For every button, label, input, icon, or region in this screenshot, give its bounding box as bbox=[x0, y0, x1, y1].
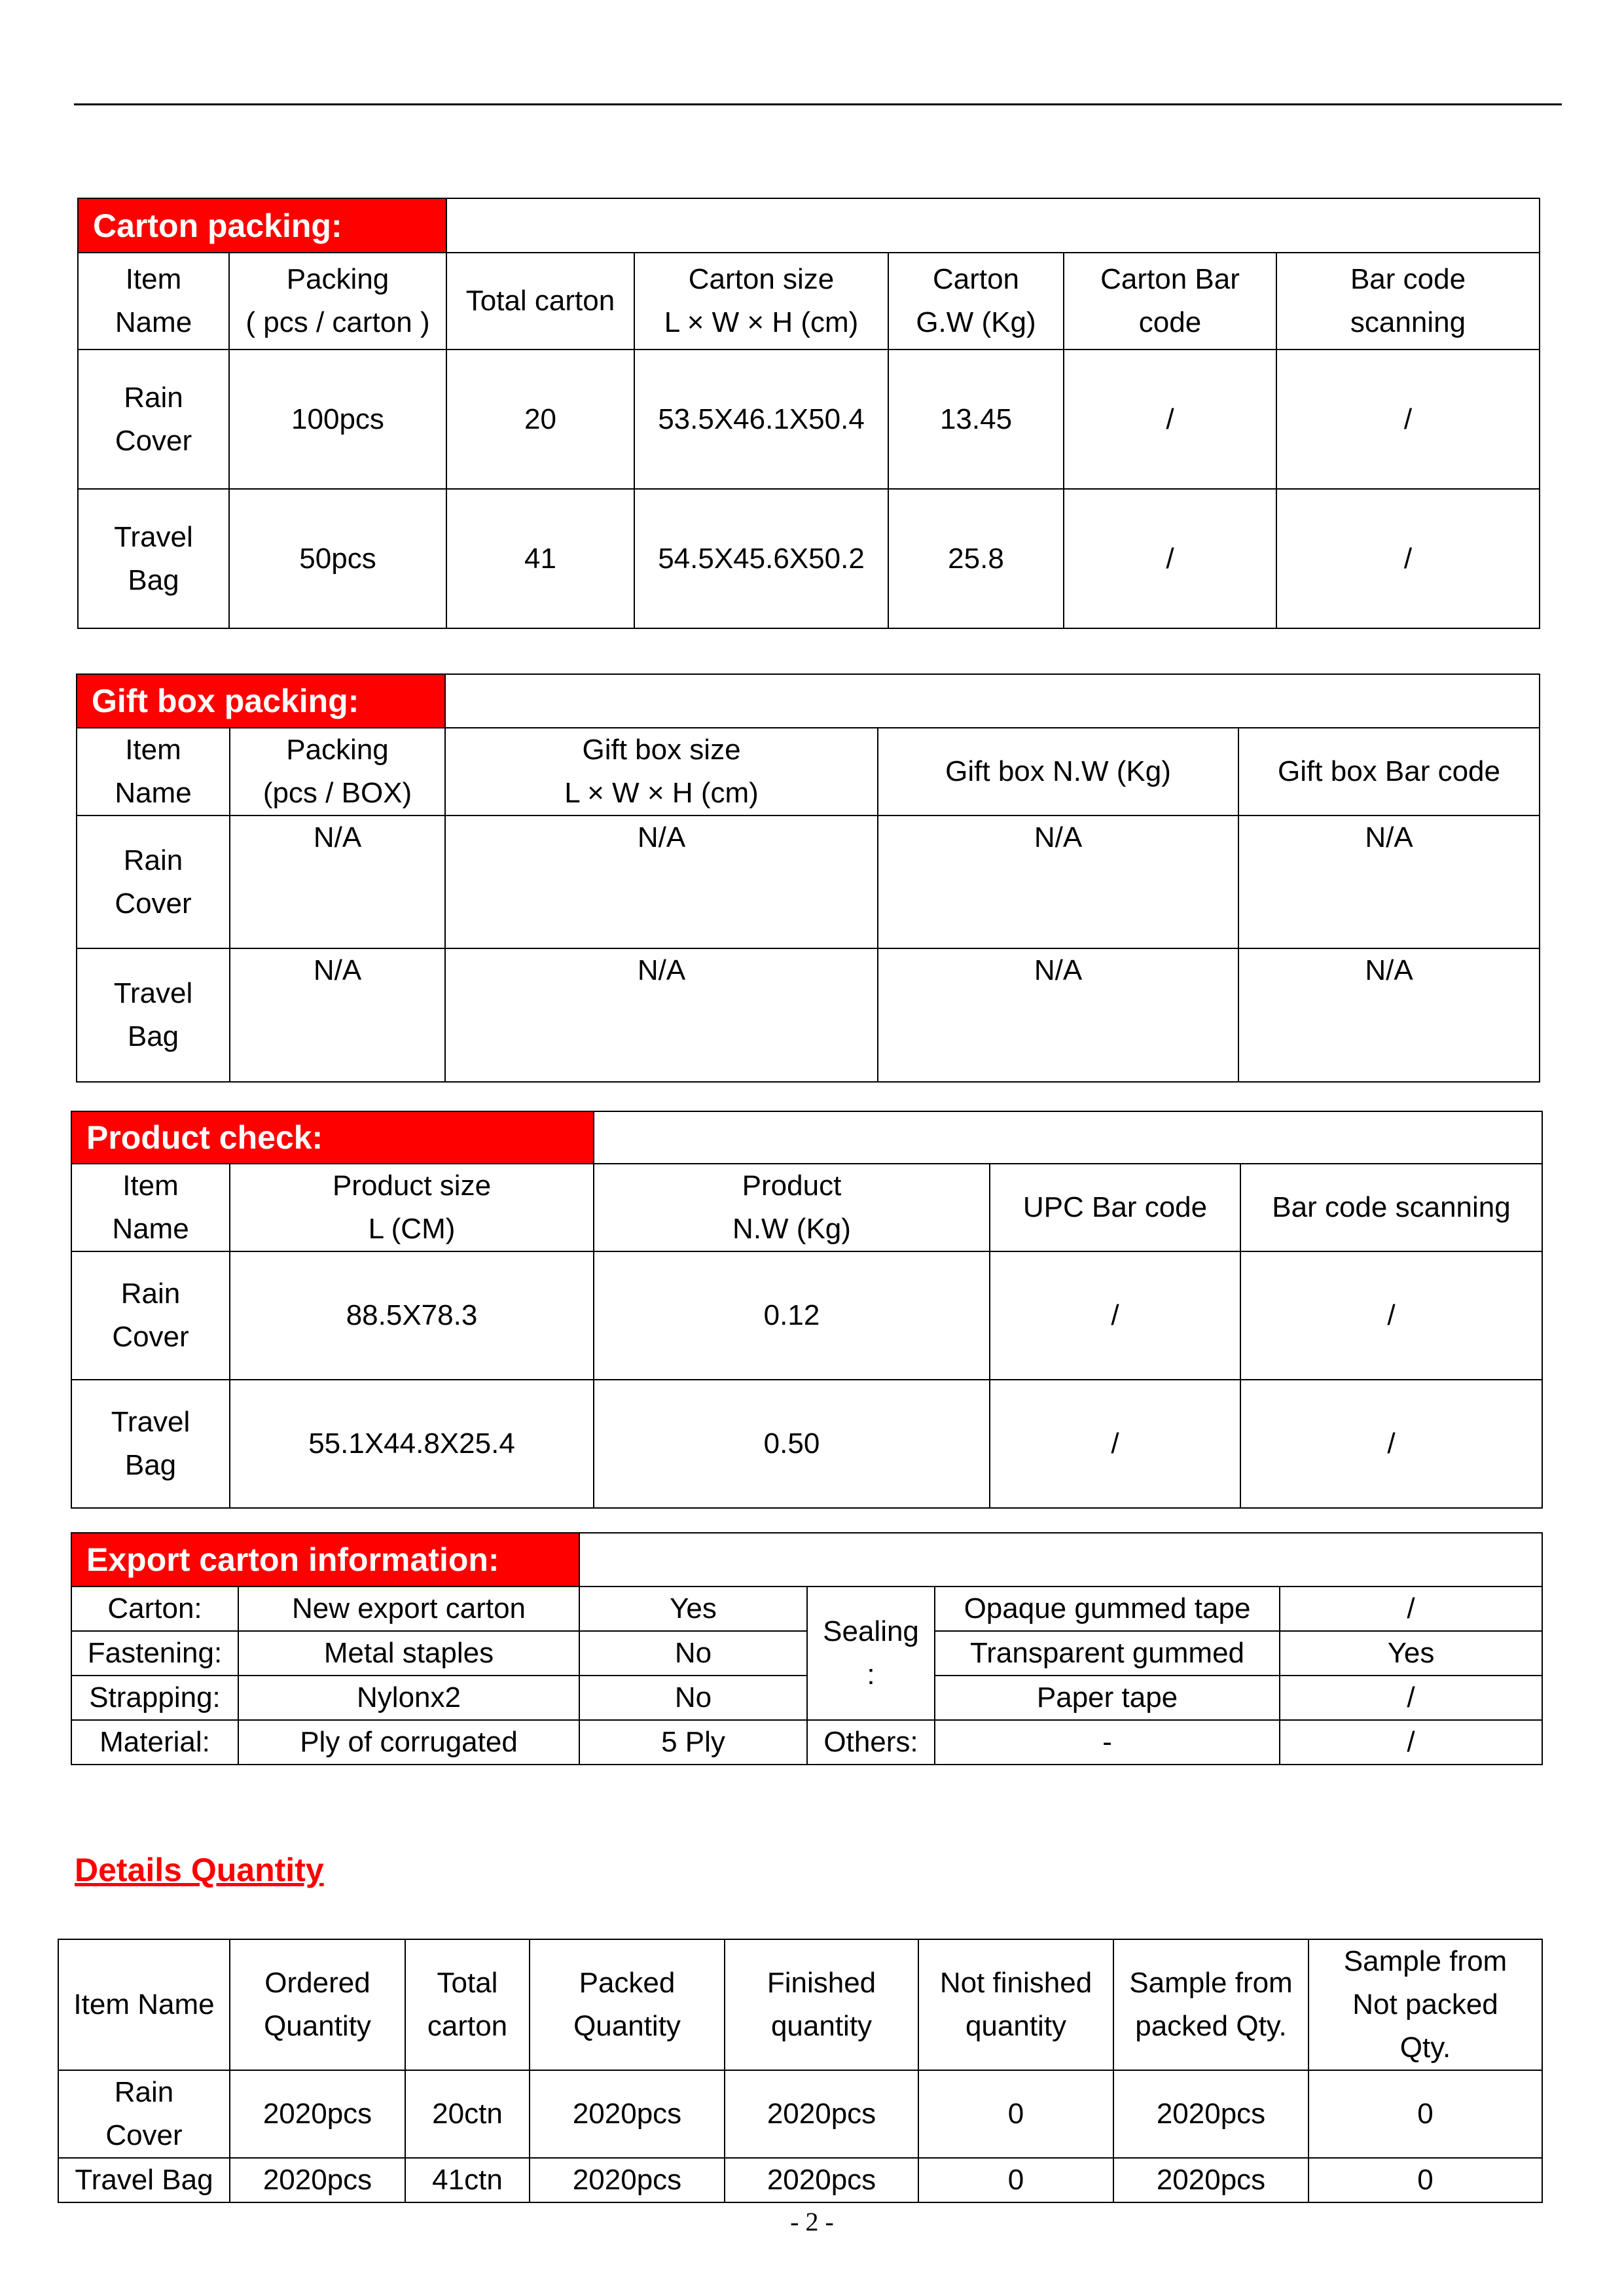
section-title-spacer bbox=[594, 1111, 1542, 1164]
value-cell: New export carton bbox=[238, 1587, 579, 1631]
finished-cell: 2020pcs bbox=[725, 2070, 918, 2158]
carton-gw-cell: 25.8 bbox=[888, 489, 1064, 628]
section-title-spacer bbox=[446, 198, 1540, 253]
header-gift-box-nw: Gift box N.W (Kg) bbox=[878, 728, 1238, 816]
table-row bbox=[71, 1380, 1542, 1508]
section-title-carton-packing: Carton packing: bbox=[78, 198, 446, 253]
header-carton-bar-code: Carton Bar code bbox=[1064, 253, 1276, 350]
table-row bbox=[58, 2070, 1542, 2158]
header-packing: Packing (pcs / BOX) bbox=[230, 728, 445, 816]
item-name-cell: Rain Cover bbox=[78, 350, 229, 489]
section-title-export-carton: Export carton information: bbox=[71, 1533, 579, 1587]
value-cell: Nylonx2 bbox=[238, 1676, 579, 1720]
sealing-mark-cell: / bbox=[1280, 1587, 1542, 1631]
gift-box-size-cell: N/A bbox=[445, 816, 878, 948]
item-name-cell: Travel Bag bbox=[77, 948, 230, 1082]
packing-cell: N/A bbox=[230, 948, 445, 1082]
gift-box-packing-table bbox=[76, 673, 1540, 1083]
section-title-product-check: Product check: bbox=[71, 1111, 594, 1164]
table-row bbox=[77, 948, 1540, 1082]
sample-not-packed-cell: 0 bbox=[1308, 2158, 1542, 2202]
details-quantity-table bbox=[58, 1939, 1543, 2203]
carton-packing-table bbox=[77, 198, 1540, 629]
export-carton-table bbox=[71, 1532, 1543, 1765]
sealing-option-cell: Opaque gummed tape bbox=[935, 1587, 1280, 1631]
item-name-cell: Rain Cover bbox=[58, 2070, 230, 2158]
total-carton-cell: 20ctn bbox=[405, 2070, 530, 2158]
header-item-name: Item Name bbox=[58, 1939, 230, 2070]
table-row bbox=[71, 1676, 1542, 1720]
sample-not-packed-cell: 0 bbox=[1308, 2070, 1542, 2158]
header-gift-box-size: Gift box size L × W × H (cm) bbox=[445, 728, 878, 816]
header-finished-quantity: Finished quantity bbox=[725, 1939, 918, 2070]
header-packed-quantity: Packed Quantity bbox=[530, 1939, 725, 2070]
section-title-spacer bbox=[445, 674, 1540, 728]
answer-cell: Yes bbox=[579, 1587, 807, 1631]
answer-cell: 5 Ply bbox=[579, 1720, 807, 1765]
header-item-name: Item Name bbox=[77, 728, 230, 816]
finished-cell: 2020pcs bbox=[725, 2158, 918, 2202]
table-row bbox=[78, 350, 1540, 489]
carton-bar-code-cell: / bbox=[1064, 489, 1276, 628]
table-row bbox=[71, 1587, 1542, 1631]
table-row bbox=[77, 816, 1540, 948]
header-ordered-quantity: Ordered Quantity bbox=[230, 1939, 405, 2070]
product-nw-cell: 0.50 bbox=[594, 1380, 990, 1508]
packing-cell: 100pcs bbox=[229, 350, 446, 489]
header-upc-bar-code: UPC Bar code bbox=[990, 1164, 1240, 1251]
bar-code-scanning-cell: / bbox=[1240, 1380, 1542, 1508]
product-nw-cell: 0.12 bbox=[594, 1251, 990, 1380]
sealing-option-cell: - bbox=[935, 1720, 1280, 1765]
sample-packed-cell: 2020pcs bbox=[1113, 2158, 1308, 2202]
not-finished-cell: 0 bbox=[918, 2158, 1113, 2202]
gift-box-size-cell: N/A bbox=[445, 948, 878, 1082]
bar-code-scanning-cell: / bbox=[1276, 489, 1540, 628]
total-carton-cell: 20 bbox=[446, 350, 634, 489]
value-cell: Metal staples bbox=[238, 1631, 579, 1676]
carton-bar-code-cell: / bbox=[1064, 350, 1276, 489]
carton-size-cell: 54.5X45.6X50.2 bbox=[634, 489, 888, 628]
header-item-name: Item Name bbox=[78, 253, 229, 350]
sample-packed-cell: 2020pcs bbox=[1113, 2070, 1308, 2158]
gift-box-nw-cell: N/A bbox=[878, 816, 1238, 948]
sealing-option-cell: Paper tape bbox=[935, 1676, 1280, 1720]
packing-cell: N/A bbox=[230, 816, 445, 948]
upc-bar-code-cell: / bbox=[990, 1251, 1240, 1380]
answer-cell: No bbox=[579, 1676, 807, 1720]
gift-box-bar-code-cell: N/A bbox=[1238, 948, 1540, 1082]
label-cell: Fastening: bbox=[71, 1631, 238, 1676]
answer-cell: No bbox=[579, 1631, 807, 1676]
table-row bbox=[78, 489, 1540, 628]
item-name-cell: Travel Bag bbox=[78, 489, 229, 628]
header-carton-size: Carton size L × W × H (cm) bbox=[634, 253, 888, 350]
sealing-mark-cell: / bbox=[1280, 1720, 1542, 1765]
section-title-spacer bbox=[579, 1533, 1542, 1587]
packing-cell: 50pcs bbox=[229, 489, 446, 628]
header-carton-gw: Carton G.W (Kg) bbox=[888, 253, 1064, 350]
header-bar-code-scanning: Bar code scanning bbox=[1276, 253, 1540, 350]
bar-code-scanning-cell: / bbox=[1276, 350, 1540, 489]
upc-bar-code-cell: / bbox=[990, 1380, 1240, 1508]
header-item-name: Item Name bbox=[71, 1164, 230, 1251]
sealing-label: Sealing : bbox=[807, 1587, 935, 1720]
carton-gw-cell: 13.45 bbox=[888, 350, 1064, 489]
gift-box-bar-code-cell: N/A bbox=[1238, 816, 1540, 948]
table-row bbox=[71, 1720, 1542, 1765]
table-row bbox=[71, 1251, 1542, 1380]
header-product-size: Product size L (CM) bbox=[230, 1164, 594, 1251]
carton-size-cell: 53.5X46.1X50.4 bbox=[634, 350, 888, 489]
item-name-cell: Travel Bag bbox=[71, 1380, 230, 1508]
header-packing: Packing ( pcs / carton ) bbox=[229, 253, 446, 350]
item-name-cell: Rain Cover bbox=[71, 1251, 230, 1380]
total-carton-cell: 41ctn bbox=[405, 2158, 530, 2202]
not-finished-cell: 0 bbox=[918, 2070, 1113, 2158]
total-carton-cell: 41 bbox=[446, 489, 634, 628]
gift-box-nw-cell: N/A bbox=[878, 948, 1238, 1082]
table-row bbox=[71, 1631, 1542, 1676]
item-name-cell: Travel Bag bbox=[58, 2158, 230, 2202]
label-cell: Carton: bbox=[71, 1587, 238, 1631]
header-sample-not-packed: Sample from Not packed Qty. bbox=[1308, 1939, 1542, 2070]
product-size-cell: 55.1X44.8X25.4 bbox=[230, 1380, 594, 1508]
section-title-gift-box-packing: Gift box packing: bbox=[77, 674, 445, 728]
table-row bbox=[58, 2158, 1542, 2202]
sealing-mark-cell: Yes bbox=[1280, 1631, 1542, 1676]
sealing-option-cell: Transparent gummed bbox=[935, 1631, 1280, 1676]
value-cell: Ply of corrugated bbox=[238, 1720, 579, 1765]
header-bar-code-scanning: Bar code scanning bbox=[1240, 1164, 1542, 1251]
header-sample-packed: Sample from packed Qty. bbox=[1113, 1939, 1308, 2070]
page-number: - 2 - bbox=[790, 2207, 834, 2236]
ordered-cell: 2020pcs bbox=[230, 2070, 405, 2158]
sealing-mark-cell: / bbox=[1280, 1676, 1542, 1720]
label-cell: Strapping: bbox=[71, 1676, 238, 1720]
item-name-cell: Rain Cover bbox=[77, 816, 230, 948]
header-product-nw: Product N.W (Kg) bbox=[594, 1164, 990, 1251]
packed-cell: 2020pcs bbox=[530, 2158, 725, 2202]
header-not-finished-quantity: Not finished quantity bbox=[918, 1939, 1113, 2070]
header-total-carton: Total carton bbox=[446, 253, 634, 350]
others-label: Others: bbox=[807, 1720, 935, 1765]
header-gift-box-bar-code: Gift box Bar code bbox=[1238, 728, 1540, 816]
details-quantity-heading: Details Quantity bbox=[75, 1852, 324, 1888]
header-total-carton: Total carton bbox=[405, 1939, 530, 2070]
product-check-table bbox=[71, 1111, 1543, 1509]
header-rule bbox=[74, 103, 1562, 105]
packed-cell: 2020pcs bbox=[530, 2070, 725, 2158]
product-size-cell: 88.5X78.3 bbox=[230, 1251, 594, 1380]
ordered-cell: 2020pcs bbox=[230, 2158, 405, 2202]
bar-code-scanning-cell: / bbox=[1240, 1251, 1542, 1380]
label-cell: Material: bbox=[71, 1720, 238, 1765]
